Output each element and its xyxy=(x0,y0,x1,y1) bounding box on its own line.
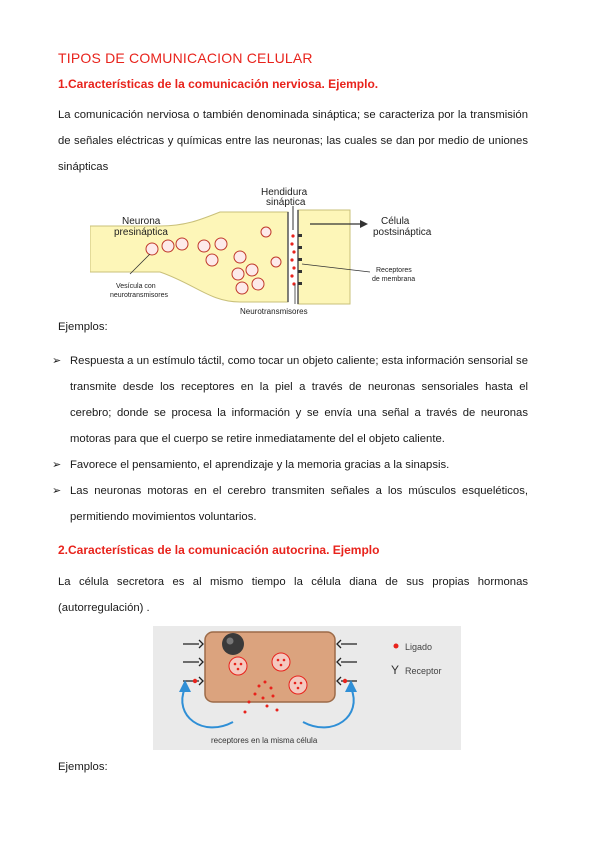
fig1-label-receptores-2: de membrana xyxy=(372,276,416,283)
receptor-legend-icon: Y xyxy=(391,663,400,677)
arrowhead-bullet-icon: ➢ xyxy=(52,459,62,471)
fig1-label-neurona-2: presináptica xyxy=(114,227,168,238)
fig1-label-vesicula-2: neurotransmisores xyxy=(110,292,168,299)
section1-paragraph: La comunicación nerviosa o también denominada sináptica; se caracteriza por la transmisión de señales eléctricas y químicas entre las neuronas; las cuales se dan por medio de uniones sinápticas xyxy=(58,109,528,173)
fig1-label-celula-1: Célula xyxy=(381,216,410,227)
autocrine-diagram xyxy=(153,626,461,750)
fig1-label-neurona-1: Neurona xyxy=(122,216,161,227)
list-item xyxy=(52,478,528,530)
synapse-diagram xyxy=(90,184,475,316)
list-item xyxy=(52,452,528,478)
legend-ligado: Ligado xyxy=(405,642,433,652)
section2-heading: 2.Características de la comunicación autocrina. Ejemplo xyxy=(58,543,380,557)
fig1-label-vesicula-1: Vesícula con xyxy=(116,283,156,290)
example-text: Las neuronas motoras en el cerebro transmiten señales a los músculos esqueléticos, permitiendo movimientos voluntarios. xyxy=(70,485,528,523)
example-text: Respuesta a un estímulo táctil, como tocar un objeto caliente; esta información sensorial se transmite desde los receptores en la piel a través de neuronas sensoriales hasta el cerebro; donde se procesa la información y se envía una señal a través de neuronas motoras para que el cuerpo se retire inmediatamente del el objeto caliente. xyxy=(70,355,528,445)
example-text: Favorece el pensamiento, el aprendizaje y la memoria gracias a la sinapsis. xyxy=(70,459,450,471)
section2-examples-label: Ejemplos: xyxy=(58,761,108,773)
list-item xyxy=(52,348,528,452)
section1-examples-label: Ejemplos: xyxy=(58,321,108,333)
neurotransmitter-dots xyxy=(290,234,295,285)
fig1-label-celula-2: postsináptica xyxy=(373,227,432,238)
section1-heading: 1.Características de la comunicación nerviosa. Ejemplo. xyxy=(58,77,379,91)
fig1-label-neurotransmisores: Neurotransmisores xyxy=(240,307,308,316)
arrowhead-bullet-icon: ➢ xyxy=(52,355,62,367)
ligand-legend-dot xyxy=(394,644,399,649)
fig1-label-hendidura-1: Hendidura xyxy=(261,187,308,198)
nucleus-shape xyxy=(222,633,244,655)
section1-examples-list xyxy=(52,348,528,530)
arrowhead-bullet-icon: ➢ xyxy=(52,485,62,497)
legend-receptor: Receptor xyxy=(405,666,442,676)
fig1-label-receptores-1: Receptores xyxy=(376,267,412,274)
document-title: TIPOS DE COMUNICACION CELULAR xyxy=(58,50,313,66)
fig1-label-hendidura-2: sináptica xyxy=(266,197,306,208)
fig2-caption: receptores en la misma célula xyxy=(211,736,318,745)
section2-paragraph: La célula secretora es al mismo tiempo la célula diana de sus propias hormonas (autorregulación) . xyxy=(58,576,528,614)
